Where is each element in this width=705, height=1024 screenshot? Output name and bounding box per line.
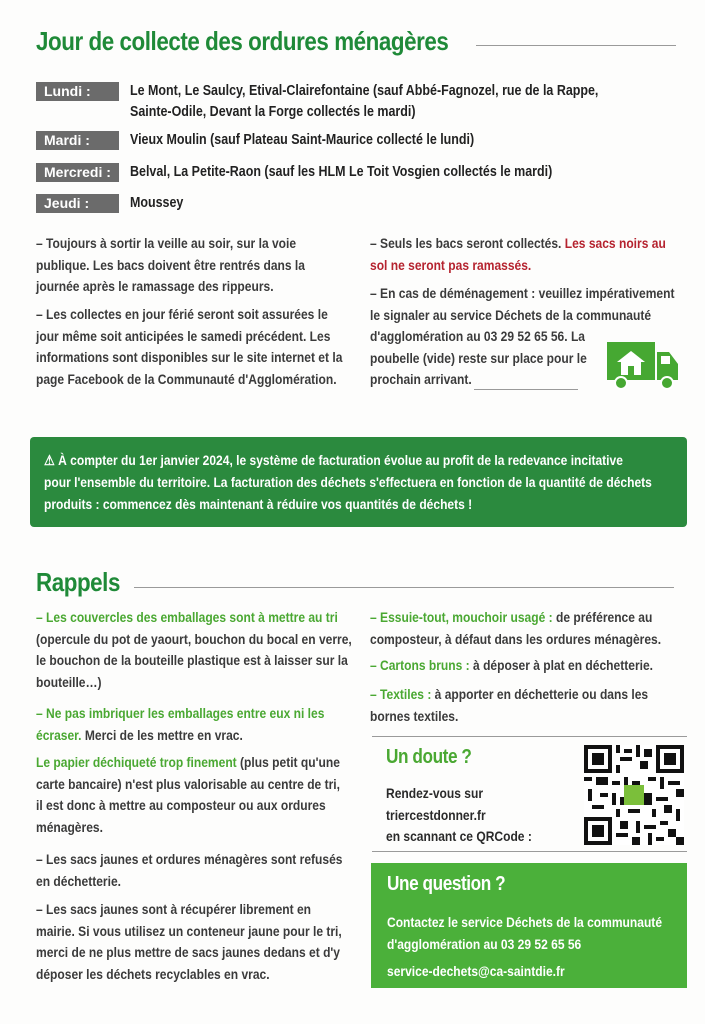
question-box (371, 863, 687, 988)
title-rule (476, 45, 676, 46)
day-text-lundi-2: Sainte-Odile, Devant la Forge collectés le mardi) (130, 104, 416, 120)
rappel-sacs-jaunes: – Les sacs jaunes sont à récupérer librement en mairie. Si vous utilisez un conteneur jaune pour le tri, merci de ne plus mettre de sacs jaunes dedans et d'y déposer les déchets recyclables en vrac. (36, 901, 342, 982)
rappel-sacs-refuses: – Les sacs jaunes et ordures ménagères sont refusés en déchetterie. (36, 851, 343, 889)
day-text-lundi-1: Le Mont, Le Saulcy, Etival-Clairefontaine (sauf Abbé-Fagnozel, rue de la Rappe, (130, 83, 599, 99)
rappel-cartons: – Cartons bruns : à déposer à plat en déchetterie. (370, 657, 654, 673)
day-text-mercredi: Belval, La Petite-Raon (sauf les HLM Le Toit Vosgien collectés le mardi) (130, 164, 553, 180)
collection-title: Jour de collecte des ordures ménagères (36, 26, 449, 56)
question-email[interactable]: service-dechets@ca-saintdie.fr (387, 963, 565, 979)
qr-code-icon[interactable] (584, 745, 684, 845)
doute-title: Un doute ? (386, 746, 472, 768)
redevance-banner (30, 437, 687, 527)
rappels-title: Rappels (36, 567, 120, 597)
day-text-mardi: Vieux Moulin (sauf Plateau Saint-Maurice collecté le lundi) (130, 132, 475, 148)
question-text: Contactez le service Déchets de la communauté d'agglomération au 03 29 52 65 56 (387, 914, 663, 952)
rappel-textiles: – Textiles : à apporter en déchetterie ou dans les bornes textiles. (370, 686, 649, 724)
day-label-mardi: Mardi : (36, 131, 119, 150)
rappels-rule (134, 587, 674, 588)
banner-line-1: ⚠ À compter du 1er janvier 2024, le système de facturation évolue au profit de la redevance incitative (44, 452, 623, 468)
rappel-imbriquer: – Ne pas imbriquer les emballages entre eux ni les écraser. Merci de les mettre en vrac. (36, 705, 325, 743)
doute-bottom-rule (372, 851, 687, 852)
day-text-jeudi: Moussey (130, 195, 184, 211)
note-jour-ferie: – Les collectes en jour férié seront soit assurées le jour même soit anticipées le samedi précédent. Les informations sont disponibles sur le site internet et la page Facebook de la Communauté d'Agglomération. (36, 306, 343, 387)
question-title: Une question ? (387, 873, 506, 895)
rappel-essuie-tout: – Essuie-tout, mouchoir usagé : de préférence au composteur, à défaut dans les ordures ménagères. (370, 609, 662, 647)
banner-line-2: pour l'ensemble du territoire. La facturation des déchets s'effectuera en fonction de la quantité de déchets (44, 474, 652, 490)
demenagement-rule (474, 389, 578, 390)
banner-line-3: produits : commencez dès maintenant à réduire vos quantités de déchets ! (44, 496, 473, 512)
day-label-lundi: Lundi : (36, 82, 119, 101)
rappel-couvercles: – Les couvercles des emballages sont à mettre au tri (opercule du pot de yaourt, bouchon du bocal en verre, le bouchon de la bouteille plastique est à laisser sur la bouteille…) (36, 609, 352, 690)
note-bacs: – Seuls les bacs seront collectés. Les sacs noirs au sol ne seront pas ramassés. (370, 235, 666, 273)
moving-truck-house-icon (607, 342, 679, 390)
doute-top-rule (372, 736, 687, 737)
day-label-jeudi: Jeudi : (36, 194, 119, 213)
note-sortir: – Toujours à sortir la veille au soir, sur la voie publique. Les bacs doivent être rentrés dans la journée après le ramassage des rippeurs. (36, 235, 305, 294)
day-label-mercredi: Mercredi : (36, 163, 119, 182)
note-demenagement: – En cas de déménagement : veuillez impérativement le signaler au service Déchets de la communauté d'agglomération au 03 29 52 65 56. La poubelle (vide) reste sur place pour le prochain arrivant. (370, 285, 675, 387)
doute-text: Rendez-vous sur triercestdonner.fr en scannant ce QRCode : (386, 785, 532, 844)
rappel-papier: Le papier déchiqueté trop finement (plus petit qu'une carte bancaire) n'est plus valorisable au centre de tri, il est donc à mettre au composteur ou aux ordures ménagères. (36, 754, 340, 835)
